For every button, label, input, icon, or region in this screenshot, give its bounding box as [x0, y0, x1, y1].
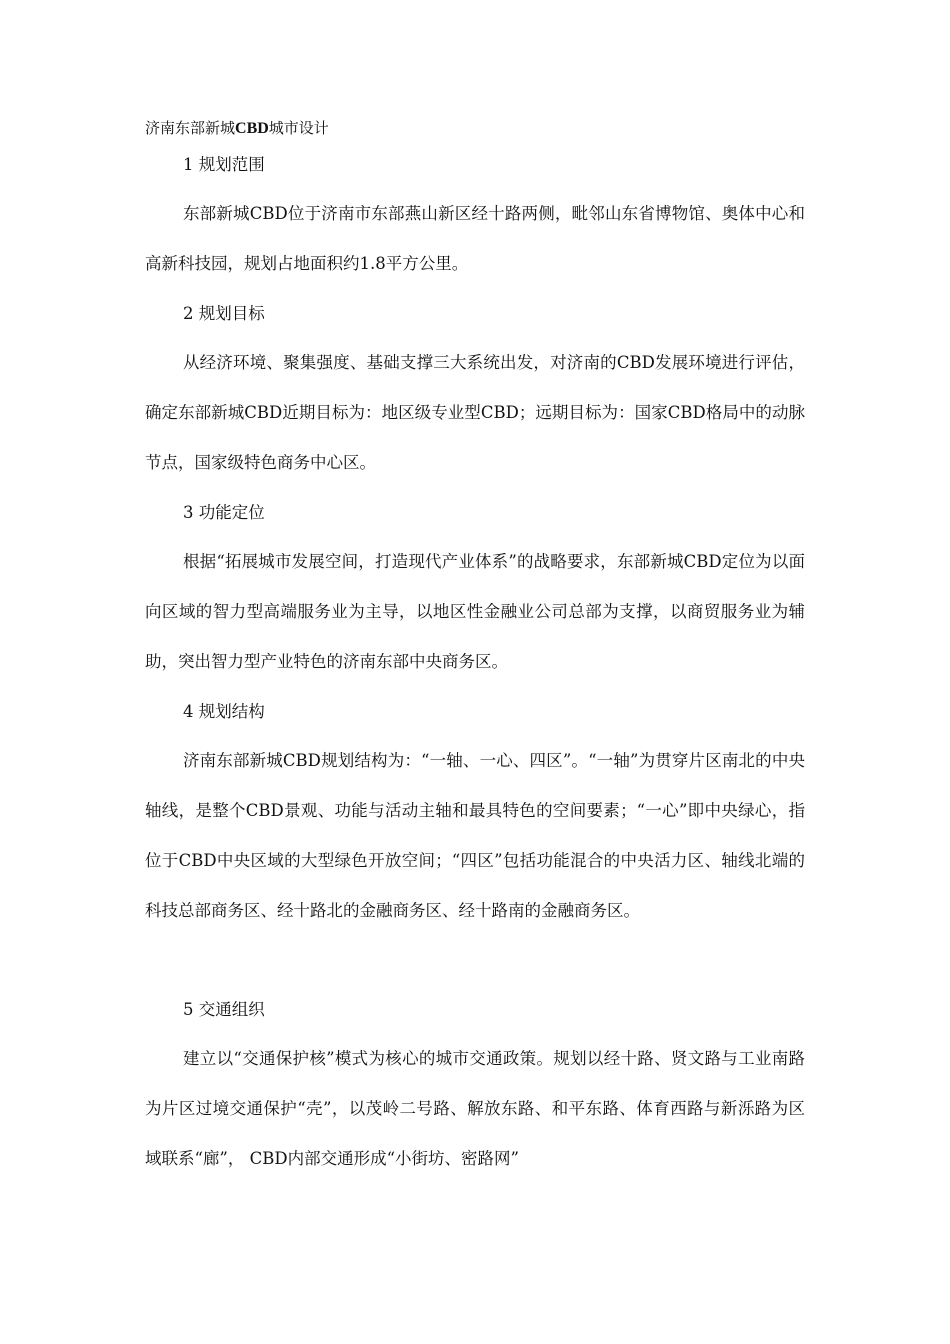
- paragraph-traffic: 建立以“交通保护核”模式为核心的城市交通政策。规划以经十路、贤文路与工业南路为片区过境交通保护“壳”，以茂岭二号路、解放东路、和平东路、体育西路与新泺路为区域联系“廊”， CBD内部交通形成“小街坊、密路网”: [145, 1049, 805, 1168]
- section-heading-structure: 4 规划结构: [183, 702, 265, 721]
- section-heading-traffic: 5 交通组织: [183, 1000, 265, 1019]
- paragraph-function: 根据“拓展城市发展空间，打造现代产业体系”的战略要求，东部新城CBD定位为以面向区域的智力型高端服务业为主导，以地区性金融业公司总部为支撑，以商贸服务业为辅助，突出智力型产业特色的济南东部中央商务区。: [145, 552, 805, 671]
- document-title: [145, 117, 329, 140]
- paragraph-goals: 从经济环境、聚集强度、基础支撑三大系统出发，对济南的CBD发展环境进行评估，确定东部新城CBD近期目标为：地区级专业型CBD；远期目标为：国家CBD格局中的动脉节点，国家级特色商务中心区。: [145, 353, 805, 472]
- title-text-part1: 济南东部新城: [145, 119, 236, 137]
- section-heading-function: 3 功能定位: [183, 503, 265, 522]
- paragraph-structure: 济南东部新城CBD规划结构为：“一轴、一心、四区”。“一轴”为贯穿片区南北的中央轴线，是整个CBD景观、功能与活动主轴和最具特色的空间要素；“一心”即中央绿心，指位于CBD中央区域的大型绿色开放空间；“四区”包括功能混合的中央活力区、轴线北端的科技总部商务区、经十路北的金融商务区、经十路南的金融商务区。: [145, 751, 805, 920]
- title-text-part2: 城市设计: [268, 119, 329, 137]
- section-heading-scope: 1 规划范围: [183, 155, 265, 174]
- paragraph-scope: 东部新城CBD位于济南市东部燕山新区经十路两侧，毗邻山东省博物馆、奥体中心和高新科技园，规划占地面积约1.8平方公里。: [145, 204, 805, 273]
- section-heading-goals: 2 规划目标: [183, 304, 265, 323]
- title-text-bold: CBD: [235, 120, 269, 137]
